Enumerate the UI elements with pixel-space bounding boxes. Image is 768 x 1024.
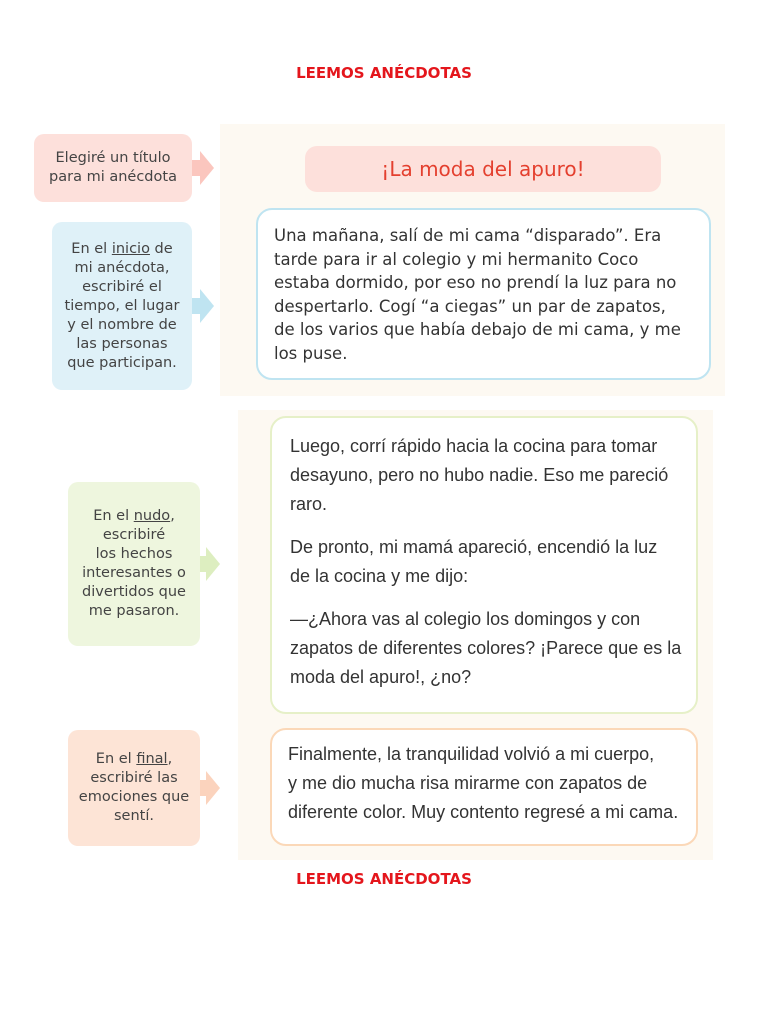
guide-nudo-line: interesantes o — [82, 565, 186, 581]
story-nudo-line: —¿Ahora vas al colegio los domingos y con — [290, 609, 641, 629]
guide-inicio-line: y el nombre de — [67, 316, 177, 333]
story-inicio-box — [256, 208, 711, 380]
guide-final-after: , — [167, 751, 173, 767]
story-inicio-line: los puse. — [274, 343, 348, 363]
story-nudo-box — [270, 416, 698, 714]
guide-final-heading — [96, 750, 172, 769]
arrow-stem-inicio — [192, 298, 200, 314]
guide-inicio-line: mi anécdota, — [74, 259, 170, 276]
story-nudo-line: raro. — [290, 494, 328, 514]
story-nudo-line: desayuno, pero no hubo nadie. Eso me pareció — [290, 465, 669, 485]
story-nudo-line: De pronto, mi mamá apareció, encendió la luz — [290, 537, 658, 557]
arrow-stem-title — [192, 160, 200, 176]
guide-title-box — [34, 134, 192, 202]
guide-inicio-line: escribiré el — [82, 278, 162, 295]
guide-nudo-keyword: nudo — [133, 508, 171, 524]
guide-nudo-box — [68, 482, 200, 646]
story-inicio-line: despertarlo. Cogí “a ciegas” un par de zapatos, — [274, 296, 666, 316]
arrow-right-icon — [206, 547, 220, 581]
story-nudo-line: Luego, corrí rápido hacia la cocina para tomar — [290, 436, 658, 456]
arrow-right-icon — [200, 289, 214, 323]
story-nudo-paragraph-1 — [290, 432, 686, 519]
guide-nudo-line: escribiré — [102, 527, 166, 543]
guide-final-before: En el — [95, 751, 137, 767]
guide-inicio-heading — [71, 240, 172, 259]
arrow-right-icon — [206, 771, 220, 805]
guide-inicio-line: que participan. — [67, 354, 177, 371]
story-inicio-line: tarde para ir al colegio y mi hermanito Coco — [274, 249, 639, 269]
story-final-line: Finalmente, la tranquilidad volvió a mi cuerpo, — [288, 744, 655, 764]
story-inicio-line: de los varios que había debajo de mi cama, y me — [274, 320, 681, 339]
guide-nudo-heading — [93, 507, 175, 526]
guide-inicio-box — [52, 222, 192, 390]
guide-inicio-keyword: inicio — [111, 240, 150, 257]
story-inicio-line: Una mañana, salí de mi cama “disparado”. Era — [274, 226, 662, 245]
guide-inicio-after: de — [149, 240, 173, 257]
guide-final-line: sentí. — [114, 808, 154, 824]
guide-inicio-line: tiempo, el lugar — [64, 297, 180, 314]
page-heading-top: LEEMOS ANÉCDOTAS — [296, 64, 472, 82]
guide-nudo-line: divertidos que — [82, 584, 186, 600]
story-nudo-line: de la cocina y me dijo: — [290, 566, 469, 586]
story-inicio-line: estaba dormido, por eso no prendí la luz para no — [274, 273, 677, 292]
guide-nudo-line: me pasaron. — [88, 603, 180, 619]
guide-inicio-line: las personas — [76, 335, 168, 352]
story-nudo-paragraph-3 — [290, 605, 686, 692]
story-final-box — [270, 728, 698, 846]
guide-inicio-before: En el — [71, 240, 112, 257]
story-final-line: diferente color. Muy contento regresé a mi cama. — [288, 802, 679, 822]
guide-nudo-line: los hechos — [95, 546, 173, 562]
arrow-right-icon — [200, 151, 214, 185]
guide-final-line: emociones que — [78, 789, 190, 805]
guide-title-line: para mi anécdota — [49, 169, 177, 185]
guide-nudo-before: En el — [93, 508, 134, 524]
guide-final-box — [68, 730, 200, 846]
story-final-line: y me dio mucha risa mirarme con zapatos de — [288, 773, 648, 793]
page-heading-bottom: LEEMOS ANÉCDOTAS — [296, 870, 472, 888]
guide-title-line: Elegiré un título — [55, 150, 171, 166]
guide-nudo-after: , — [170, 508, 175, 524]
guide-final-keyword: final — [136, 751, 168, 767]
story-nudo-line: moda del apuro!, ¿no? — [290, 667, 472, 687]
story-nudo-line: zapatos de diferentes colores? ¡Parece que es la — [290, 638, 682, 658]
story-nudo-paragraph-2 — [290, 533, 686, 591]
guide-final-line: escribiré las — [90, 770, 178, 786]
story-title: ¡La moda del apuro! — [305, 146, 661, 192]
